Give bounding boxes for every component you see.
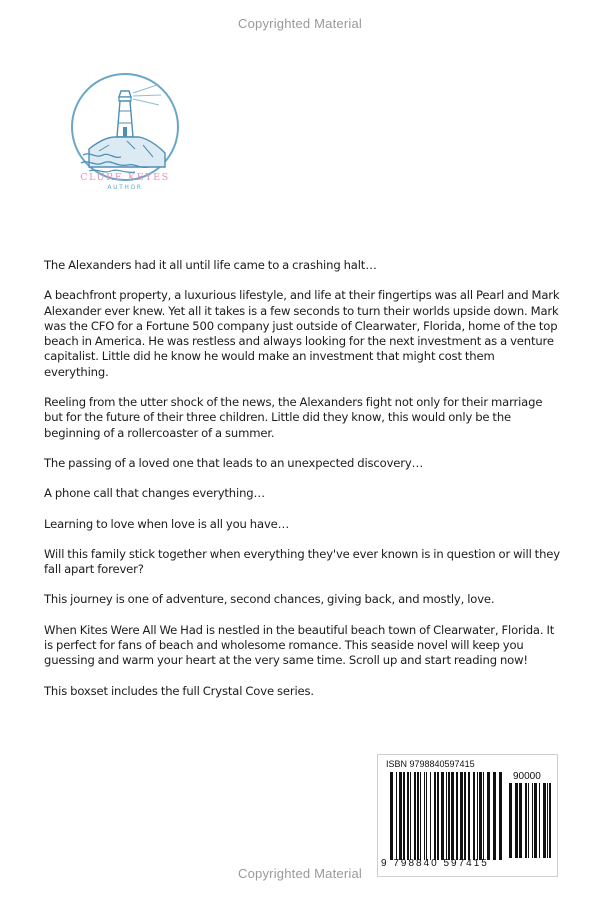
barcode-bar — [390, 772, 393, 860]
copyright-watermark-bottom: Copyrighted Material — [238, 866, 362, 881]
barcode-bar — [448, 772, 450, 860]
barcode-bar — [487, 772, 490, 860]
barcode-bar — [410, 772, 411, 860]
barcode-bar — [420, 772, 421, 860]
barcode-bar — [477, 772, 478, 860]
barcode-bar — [407, 772, 409, 860]
barcode-bar — [464, 772, 466, 860]
barcode-bar — [441, 772, 444, 860]
barcode-bar — [479, 772, 482, 860]
barcode-bar — [414, 772, 416, 860]
barcode-bar — [426, 772, 427, 860]
blurb-paragraph: Learning to love when love is all you have… — [44, 516, 290, 531]
barcode-bar — [396, 772, 397, 860]
barcode-bar — [430, 772, 431, 860]
barcode-bar — [446, 772, 447, 860]
barcode-bar — [399, 772, 402, 860]
isbn-digits: 9 798840 597415 — [381, 858, 489, 869]
barcode-bar — [403, 772, 405, 860]
barcode-bars — [390, 772, 502, 860]
copyright-watermark-top: Copyrighted Material — [238, 16, 362, 31]
blurb-paragraph: The Alexanders had it all until life came to a crashing halt… — [44, 258, 377, 272]
author-subtitle: AUTHOR — [107, 184, 143, 191]
barcode-addon-bars — [509, 783, 551, 858]
barcode-bar — [525, 783, 527, 858]
barcode-bar — [437, 772, 439, 860]
barcode-bar — [509, 783, 512, 858]
isbn-label: ISBN 9798840597415 — [386, 759, 475, 769]
barcode-bar — [528, 783, 529, 858]
barcode-bar — [547, 783, 548, 858]
blurb-paragraph: When Kites Were All We Had is nestled in the beautiful beach town of Clearwater, Florida. It is perfect for fans of beach and wholesome romance. This seaside novel will keep you guessing and warm your heart at the very same time. Scroll up and start reading now! — [44, 622, 555, 668]
author-logo — [69, 71, 181, 183]
barcode-bar — [417, 772, 419, 860]
book-description — [44, 258, 560, 714]
barcode-bar — [543, 783, 546, 858]
blurb-paragraph: Will this family stick together when everything they've ever known is in question or will they fall apart forever? — [44, 546, 560, 577]
blurb-paragraph: A beachfront property, a luxurious lifestyle, and life at their fingertips was all Pearl and Mark Alexander ever knew. Yet all it takes is a few seconds to turn their worlds upside down. Mark was the CFO for a Fortune 500 company just outside of Clearwater, Florida, home of the top beach in America. He was restless and always looking for the next investment as a venture capitalist. Little did he know he would make an investment that might cost them everything. — [44, 288, 560, 379]
barcode-bar — [519, 783, 522, 858]
barcode-bar — [534, 783, 537, 858]
barcode-bar — [515, 783, 518, 858]
isbn-barcode — [377, 754, 558, 877]
blurb-paragraph: The passing of a loved one that leads to an unexpected discovery… — [44, 455, 424, 470]
barcode-bar — [451, 772, 454, 860]
barcode-bar — [424, 772, 425, 860]
barcode-bar — [456, 772, 458, 860]
barcode-bar — [483, 772, 484, 860]
blurb-paragraph: This journey is one of adventure, second chances, giving back, and mostly, love. — [44, 592, 495, 607]
blurb-paragraph: A phone call that changes everything… — [44, 486, 265, 501]
barcode-bar — [468, 772, 470, 860]
barcode-bar — [539, 783, 540, 858]
lighthouse-icon — [69, 71, 181, 183]
barcode-bar — [549, 783, 551, 858]
blurb-paragraph: Reeling from the utter shock of the news, the Alexanders fight not only for their marriage but for the future of their three children. Little did they know, this would only be the beginning of a rollercoaster of a summer. — [44, 395, 543, 440]
barcode-bar — [460, 772, 463, 860]
barcode-bar — [532, 783, 533, 858]
barcode-bar — [499, 772, 502, 860]
barcode-bar — [493, 772, 496, 860]
author-name: CLURE KEYES — [80, 172, 170, 183]
barcode-bar — [434, 772, 436, 860]
price-code: 90000 — [513, 771, 541, 782]
barcode-bar — [473, 772, 475, 860]
blurb-paragraph: This boxset includes the full Crystal Cove series. — [44, 683, 314, 698]
